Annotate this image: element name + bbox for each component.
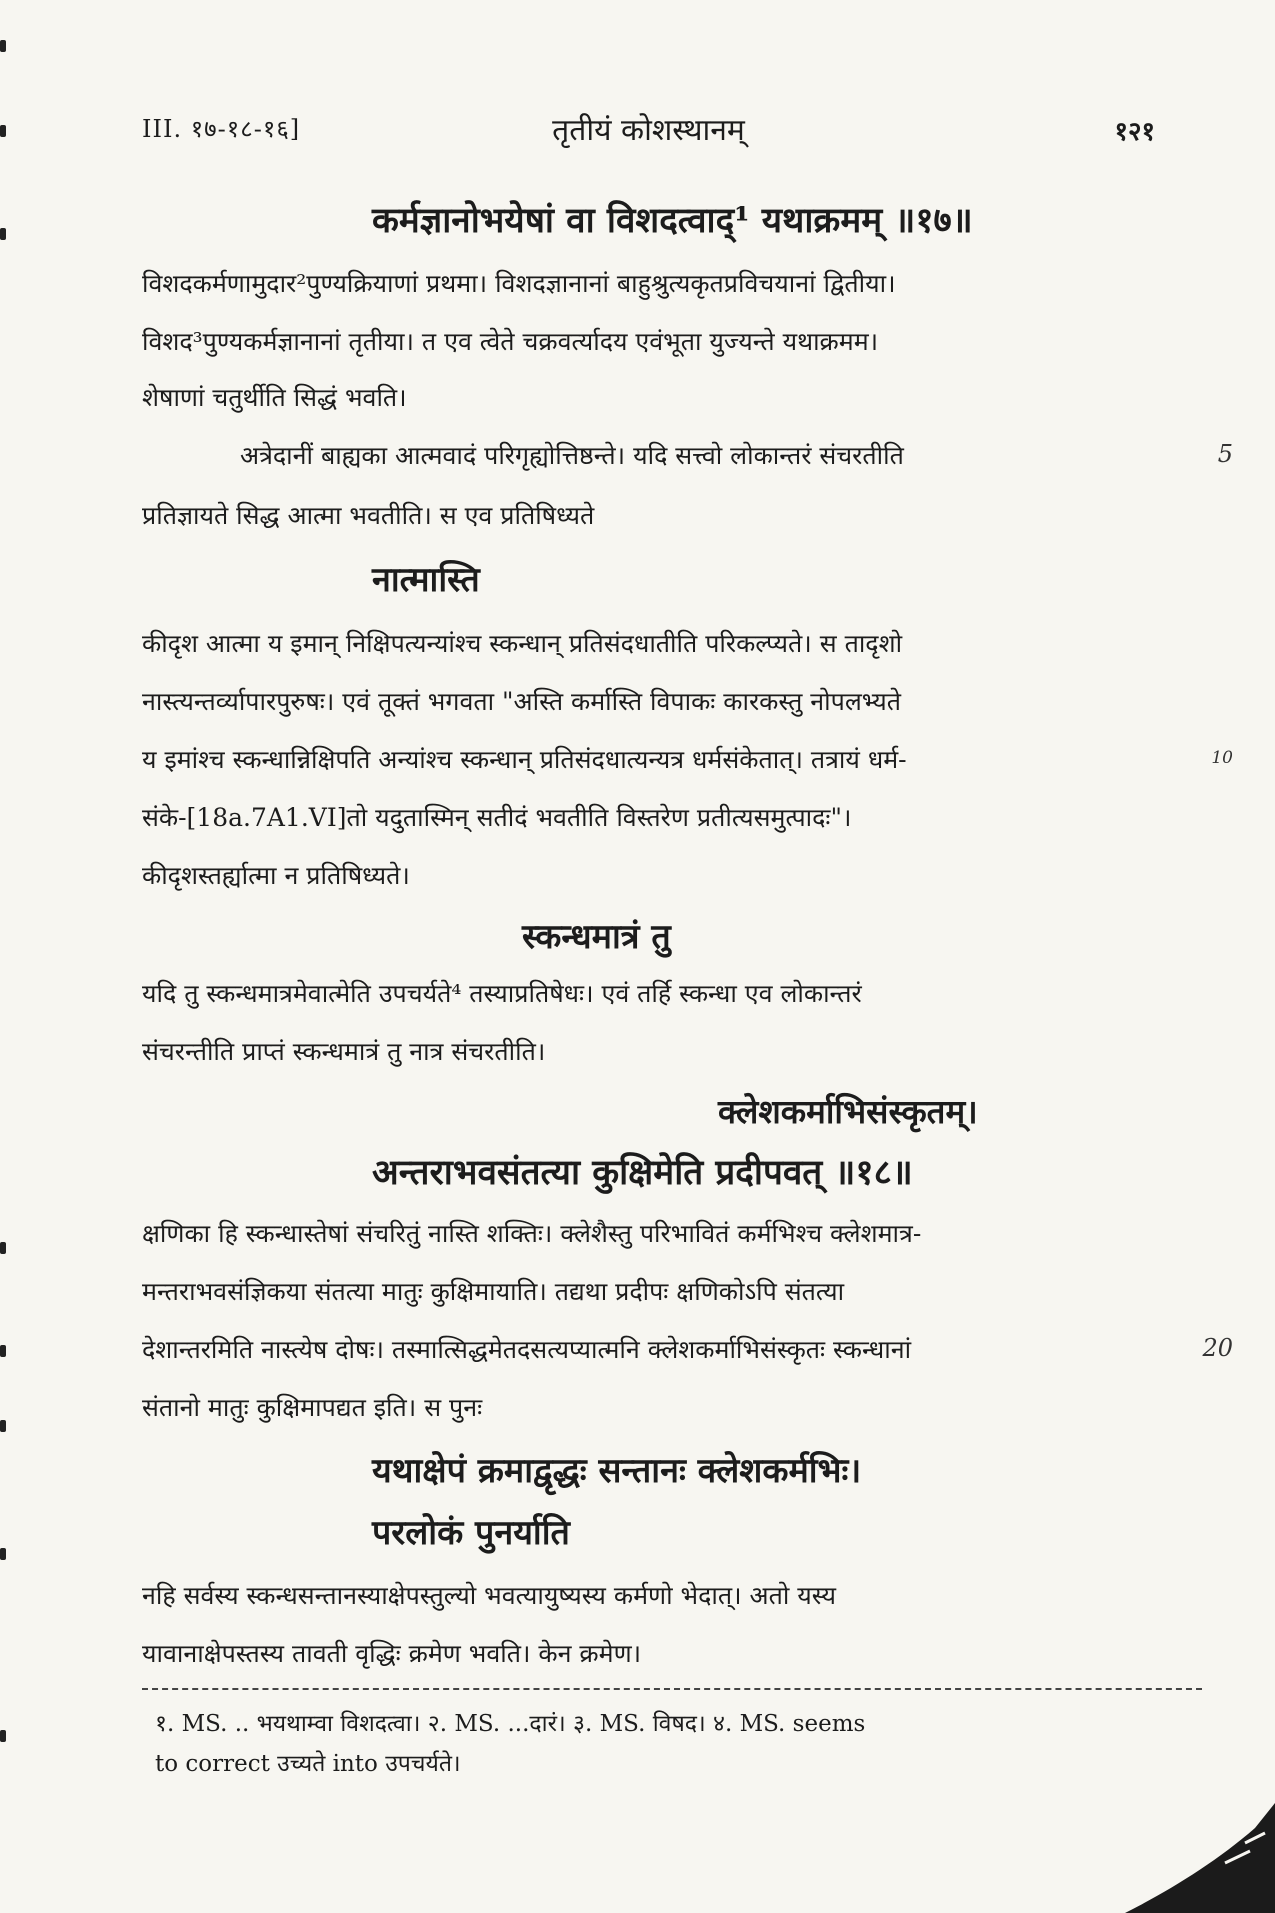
para-5-line: क्षणिका हि स्कन्धास्तेषां संचरितुं नास्ति शक्तिः। क्लेशैस्तु परिभावितं कर्मभिश्च क्लेशमात्र-: [142, 1219, 922, 1248]
margin-mark: [0, 1548, 6, 1560]
header-page-number: १२१: [1114, 117, 1155, 147]
margin-mark: [0, 1242, 6, 1254]
verse-natmasti: नात्मास्ति: [372, 560, 480, 600]
para-1-line: विशदकर्मणामुदार²पुण्यक्रियाणां प्रथमा। विशदज्ञानानां बाहुश्रुत्यकृतप्रविचयानां द्वितीया।: [142, 269, 896, 298]
running-header: [142, 108, 1155, 148]
margin-mark: [0, 1730, 6, 1742]
para-6-line: यावानाक्षेपस्तस्य तावती वृद्धिः क्रमेण भवति। केन क्रमेण।: [142, 1639, 642, 1668]
margin-mark: [0, 228, 6, 240]
para-1-line: शेषाणां चतुर्थीति सिद्धं भवति।: [142, 383, 407, 412]
verse-yathakshepam: यथाक्षेपं क्रमाद्वृद्धः सन्तानः क्लेशकर्मभिः।: [372, 1451, 862, 1491]
line-number-20: 20: [1202, 1334, 1233, 1362]
para-3-line: कीदृशस्तर्ह्यात्मा न प्रतिषिध्यते।: [142, 861, 410, 890]
margin-mark: [0, 40, 6, 52]
header-title: तृतीयं कोशस्थानम्: [552, 113, 745, 148]
para-5-line: देशान्तरमिति नास्त्येष दोषः। तस्मात्सिद्धमेतदसत्यप्यात्मनि क्लेशकर्माभिसंस्कृतः स्कन्धानां: [142, 1335, 912, 1364]
para-6-line: नहि सर्वस्य स्कन्धसन्तानस्याक्षेपस्तुल्यो भवत्यायुष्यस्य कर्मणो भेदात्। अतो यस्य: [142, 1581, 837, 1610]
line-number-5: 5: [1217, 440, 1233, 468]
para-5-line: मन्तराभवसंज्ञिकया संतत्या मातुः कुक्षिमायाति। तद्यथा प्रदीपः क्षणिकोऽपि संतत्या: [142, 1277, 845, 1306]
verse-klesha: क्लेशकर्माभिसंस्कृतम्।: [718, 1092, 978, 1131]
footnote-line: to correct उच्यते into उपचर्यते।: [155, 1751, 461, 1777]
para-3-line: य इमांश्च स्कन्धान्निक्षिपति अन्यांश्च स्कन्धान् प्रतिसंदधात्यन्यत्र धर्मसंकेतात्। तत्रायं धर्म-: [142, 745, 907, 774]
para-5-line: संतानो मातुः कुक्षिमापद्यत इति। स पुनः: [142, 1393, 483, 1422]
para-2-line: प्रतिज्ञायते सिद्ध आत्मा भवतीति। स एव प्रतिषिध्यते: [142, 501, 595, 530]
para-1-line: विशद³पुण्यकर्मज्ञानानां तृतीया। त एव त्वेते चक्रवर्त्यादय एवंभूता युज्यन्ते यथाक्रमम।: [142, 327, 879, 356]
para-3-line: कीदृश आत्मा य इमान् निक्षिपत्यन्यांश्च स्कन्धान् प्रतिसंदधातीति परिकल्प्यते। स तादृशो: [142, 629, 903, 658]
verse-18: अन्तराभवसंतत्या कुक्षिमेति प्रदीपवत् ॥१८॥: [372, 1152, 913, 1193]
header-section-ref: III. १७-१८-१६]: [142, 115, 301, 143]
margin-mark: [0, 1345, 6, 1357]
para-4-line: यदि तु स्कन्धमात्रमेवात्मेति उपचर्यते⁴ तस्याप्रतिषेधः। एवं तर्हि स्कन्धा एव लोकान्तरं: [142, 979, 862, 1008]
line-number-10: 10: [1211, 748, 1233, 768]
para-3-line: संके-[18a.7A1.VI]तो यदुतास्मिन् सतीदं भवतीति विस्तरेण प्रतीत्यसमुत्पादः"।: [142, 803, 852, 832]
scan-artifact: [1125, 1803, 1275, 1913]
footnote-divider: [142, 1688, 1202, 1690]
verse-paralokam: परलोकं पुनर्याति: [372, 1513, 570, 1553]
verse-17: कर्मज्ञानोभयेषां वा विशदत्वाद्¹ यथाक्रमम् ॥१७॥: [372, 200, 973, 241]
para-2-line: अत्रेदानीं बाह्यका आत्मवादं परिगृह्योत्तिष्ठन्ते। यदि सत्त्वो लोकान्तरं संचरतीति: [240, 441, 904, 470]
footnote-line: १. MS. .. भयथाम्वा विशदत्वा। २. MS. ...दारं। ३. MS. विषद। ४. MS. seems: [155, 1711, 866, 1737]
margin-mark: [0, 125, 6, 137]
verse-skandhamatram: स्कन्धमात्रं तु: [522, 917, 671, 957]
para-3-line: नास्त्यन्तर्व्यापारपुरुषः। एवं तूक्तं भगवता "अस्ति कर्मास्ति विपाकः कारकस्तु नोपलभ्यते: [142, 687, 901, 716]
margin-mark: [0, 1420, 6, 1432]
para-4-line: संचरन्तीति प्राप्तं स्कन्धमात्रं तु नात्र संचरतीति।: [142, 1037, 546, 1066]
